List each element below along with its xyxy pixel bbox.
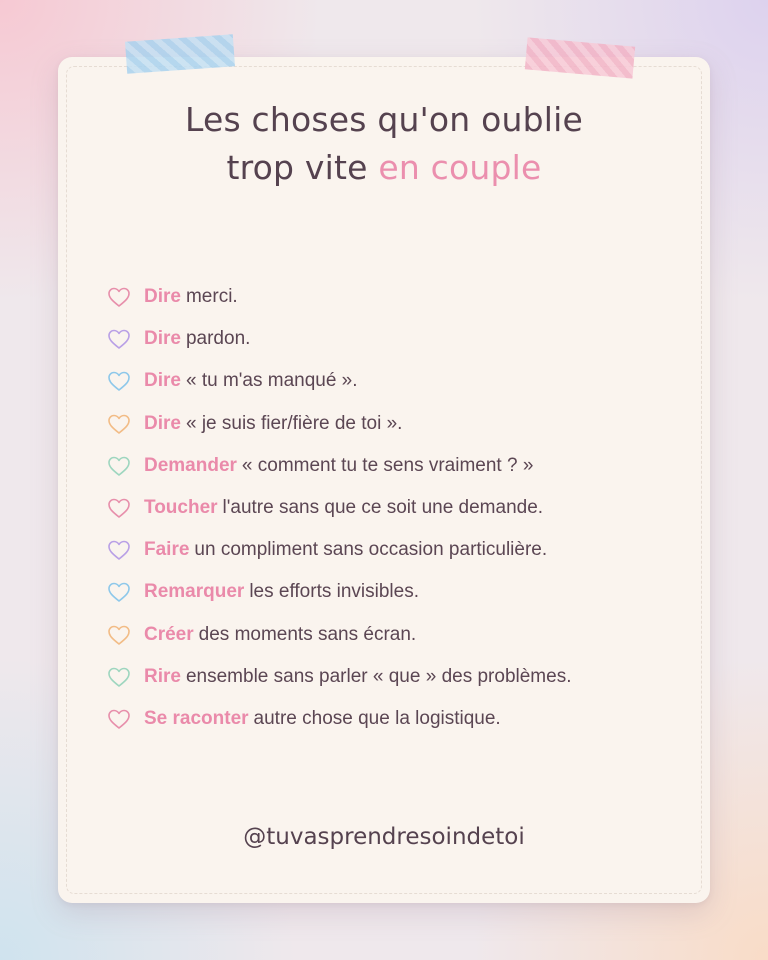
item-text: ensemble sans parler « que » des problèmes. <box>185 665 572 687</box>
heart-outline-icon <box>106 328 132 350</box>
item-verb: Créer <box>144 623 194 645</box>
item-text: « tu m'as manqué ». <box>185 370 358 392</box>
list-item <box>106 529 706 571</box>
heart-outline-icon <box>106 497 132 519</box>
list-item <box>106 487 706 529</box>
item-verb: Se raconter <box>144 707 249 729</box>
page-title <box>0 96 768 192</box>
instagram-handle: @tuvasprendresoindetoi <box>243 824 525 850</box>
item-verb: Rire <box>144 665 181 687</box>
heart-outline-icon <box>106 370 132 392</box>
list-item <box>106 360 706 402</box>
list-item <box>106 318 706 360</box>
item-verb: Faire <box>144 539 190 561</box>
item-text: merci. <box>185 286 238 308</box>
heart-outline-icon <box>106 581 132 603</box>
list-item <box>106 698 706 740</box>
item-text: « comment tu te sens vraiment ? » <box>241 454 534 476</box>
heart-outline-icon <box>106 455 132 477</box>
title-line-2-prefix: trop vite <box>226 148 368 187</box>
list-item <box>106 403 706 445</box>
item-text: « je suis fier/fière de toi ». <box>185 412 403 434</box>
heart-outline-icon <box>106 286 132 308</box>
item-text: des moments sans écran. <box>198 623 417 645</box>
list-item <box>106 614 706 656</box>
heart-outline-icon <box>106 624 132 646</box>
item-text: un compliment sans occasion particulière. <box>194 539 548 561</box>
list-item <box>106 276 706 318</box>
item-text: autre chose que la logistique. <box>253 707 501 729</box>
item-verb: Dire <box>144 412 181 434</box>
list-item <box>106 571 706 613</box>
item-text: l'autre sans que ce soit une demande. <box>222 497 544 519</box>
heart-outline-icon <box>106 666 132 688</box>
heart-outline-icon <box>106 539 132 561</box>
item-verb: Dire <box>144 370 181 392</box>
list-item <box>106 656 706 698</box>
title-line-1: Les choses qu'on oublie <box>184 100 584 139</box>
heart-outline-icon <box>106 413 132 435</box>
item-text: les efforts invisibles. <box>249 581 419 603</box>
heart-outline-icon <box>106 708 132 730</box>
title-line-2-accent: en couple <box>378 148 542 187</box>
title-line-2 <box>0 144 768 192</box>
item-verb: Dire <box>144 328 181 350</box>
item-verb: Toucher <box>144 497 218 519</box>
list-item <box>106 445 706 487</box>
reminder-list <box>106 276 706 740</box>
item-verb: Demander <box>144 454 237 476</box>
item-verb: Dire <box>144 286 181 308</box>
item-verb: Remarquer <box>144 581 245 603</box>
item-text: pardon. <box>185 328 251 350</box>
